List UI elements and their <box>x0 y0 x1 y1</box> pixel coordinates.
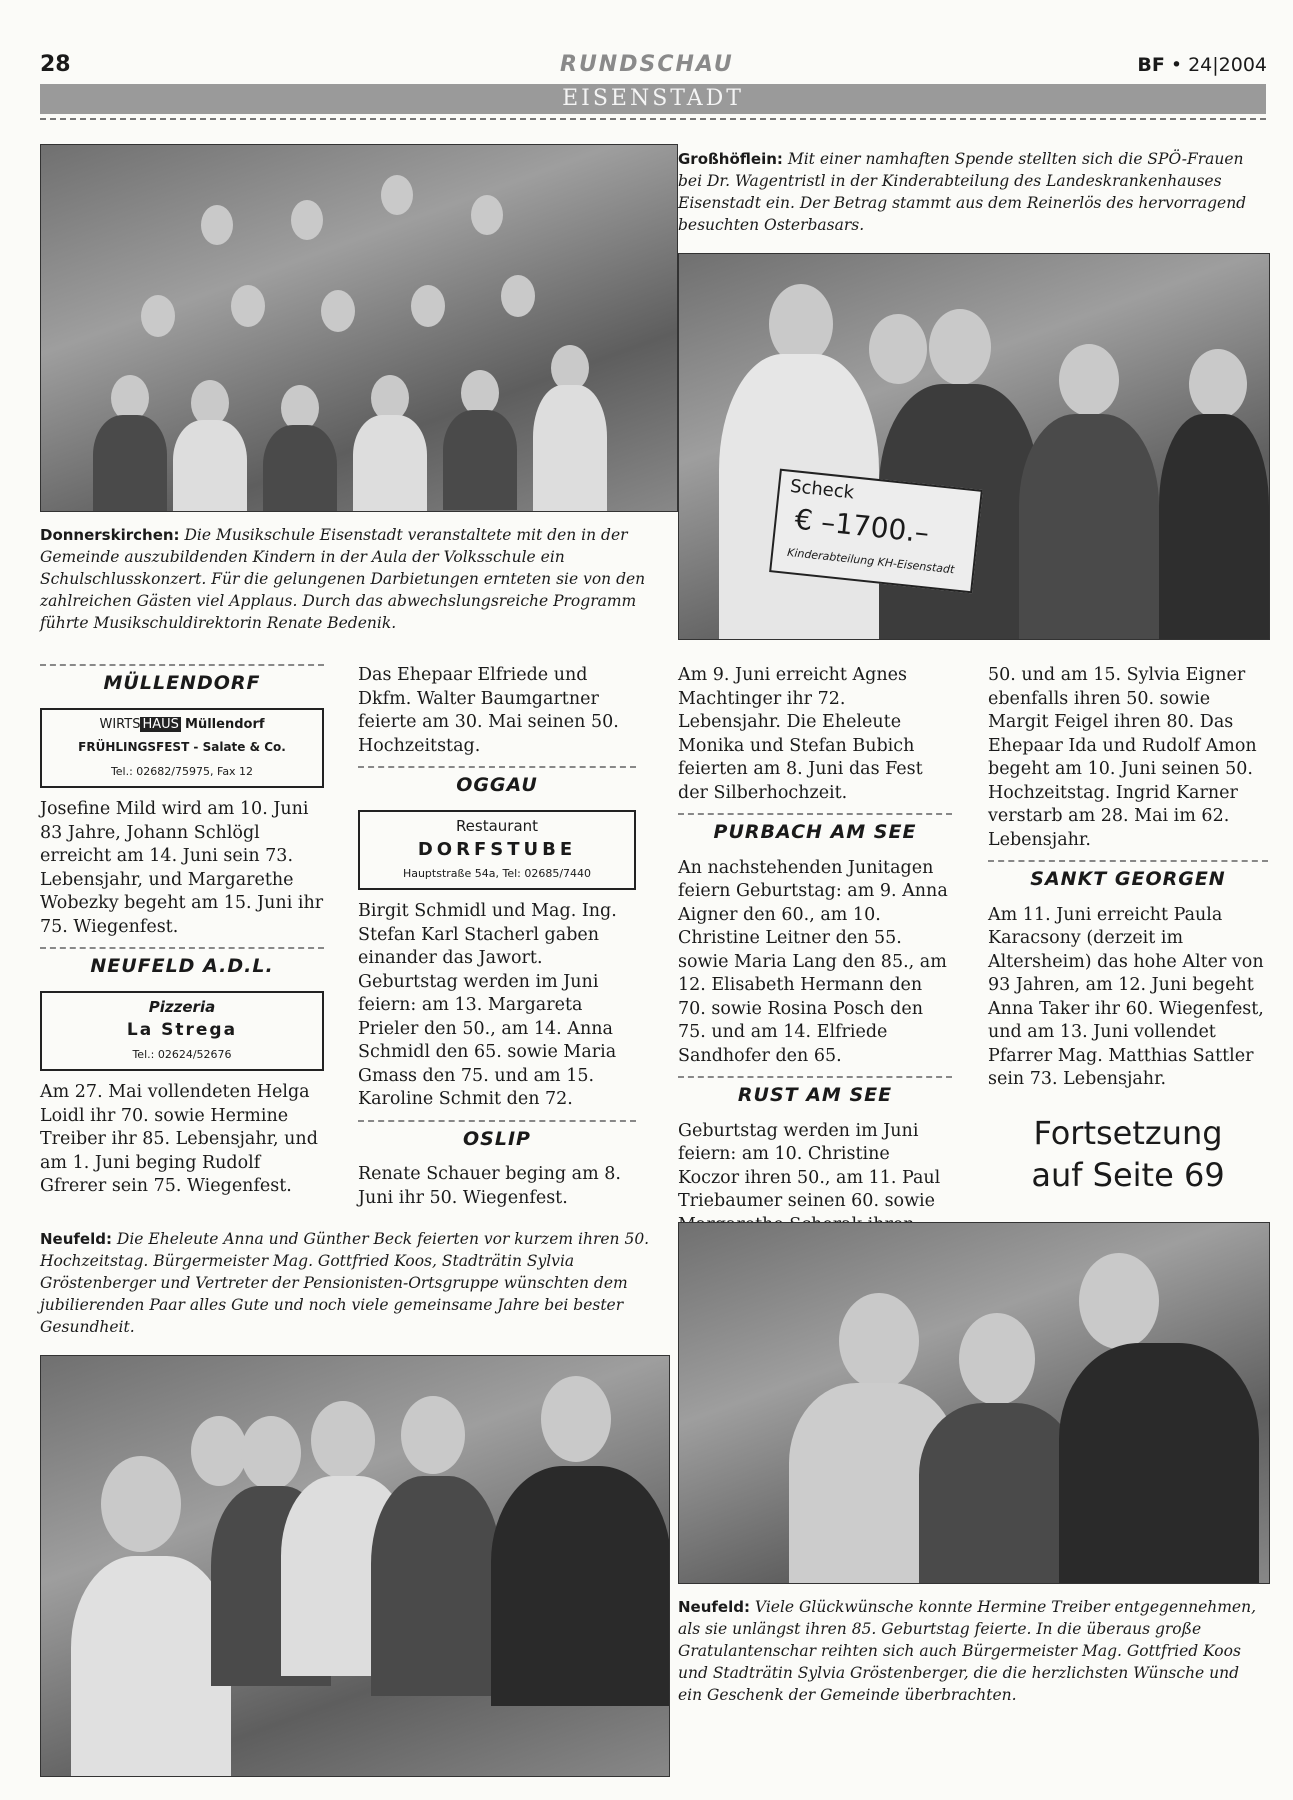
continuation-line1: Fortsetzung <box>1033 1113 1223 1152</box>
section-text: Renate Schauer beging am 8. Juni ihr 50. Wiegenfest. <box>358 1164 621 1208</box>
ad-brand-part1: WIRTS <box>99 716 141 732</box>
donation-check <box>769 469 983 594</box>
check-handover-photo <box>678 253 1270 640</box>
masthead: RUNDSCHAU <box>560 52 734 77</box>
continuation-note <box>988 1112 1268 1196</box>
section-text: Am 11. Juni erreicht Paula Karacsony (derzeit im Altersheim) das hohe Alter von 93 Jahren, am 12. Juni begeht Anna Taker ihr 60. Wiegenfest, und am 13. Juni vollendet Pfarrer Mag. Matthias Sattler sein 73. Lebensjahr. <box>988 904 1264 1089</box>
issue-prefix: BF <box>1137 54 1165 76</box>
issue-number: 24|2004 <box>1188 54 1267 76</box>
section-heading: MÜLLENDORF <box>40 664 324 700</box>
ad-line: FRÜHLINGSFEST - Salate & Co. <box>78 740 286 754</box>
region-bar <box>40 84 1266 114</box>
section-heading: NEUFELD A.D.L. <box>40 947 324 983</box>
ad-brand-part2: HAUS <box>142 716 179 732</box>
caption-place: Neufeld: <box>40 1230 112 1248</box>
ad-contact: Tel.: 02682/75975, Fax 12 <box>110 764 254 778</box>
section-text: Das Ehepaar Elfriede und Dkfm. Walter Baumgartner feierte am 30. Mai seinen 50. Hochzeitstag. <box>358 665 619 756</box>
section-text: Birgit Schmidl und Mag. Ing. Stefan Karl Stacherl gaben einander das Jawort. Geburtstag werden im Juni feiern: am 13. Margareta Prieler den 50., am 14. Anna Schmidl den 65. sowie Maria Gmass den 75. und am 15. Karoline Schmit den 72. <box>358 901 617 1109</box>
caption-place: Großhöflein: <box>678 150 783 168</box>
ad-brand-place: Müllendorf <box>185 716 265 732</box>
region-title: EISENSTADT <box>562 86 744 111</box>
header-divider <box>40 118 1266 120</box>
beck-anniversary-photo <box>40 1355 670 1777</box>
ad-brand: DORFSTUBE <box>417 839 577 860</box>
check-amount: € –1700.– <box>793 502 931 550</box>
caption-text: Die Eheleute Anna und Günther Beck feierten vor kurzem ihren 50. Hochzeitstag. Bürgermeister Mag. Gottfried Koos, Stadträtin Sylvia Gröstenberger und Vertreter der Pensionisten-Ortsgruppe wünschten dem jubilierenden Paar alles Gute und noch viele gemeinsame Jahre bei bester Gesundheit. <box>40 1230 650 1336</box>
page-number: 28 <box>40 52 71 77</box>
caption-grosshoeflein <box>678 148 1268 236</box>
caption-text: Die Musikschule Eisenstadt veranstaltete mit den in der Gemeinde auszubildenden Kindern in der Aula der Volksschule ein Schulschlusskonzert. Für die gelungenen Darbietungen ernteten sie von den zahlreichen Gästen viel Applaus. Durch das abwechslungsreiche Programm führte Musikschuldirektorin Renate Bedenik. <box>40 526 646 632</box>
caption-text: Viele Glückwünsche konnte Hermine Treiber entgegennehmen, als sie unlängst ihren 85. Geburtstag feierte. In die überaus große Gratulantenschar reihten sich auch Bürgermeister Mag. Gottfried Koos und Stadträtin Sylvia Gröstenberger, die die herzlichsten Wünsche und ein Geschenk der Gemeinde überbrachten. <box>678 1598 1257 1704</box>
section-heading: RUST AM SEE <box>678 1076 952 1112</box>
caption-text: Mit einer namhaften Spende stellten sich die SPÖ-Frauen bei Dr. Wagentristl in der Kinderabteilung des Landeskrankenhauses Eisenstadt ein. Der Betrag stammt aus dem Reinerlös des hervorragend besuchten Osterbasars. <box>678 150 1247 234</box>
issue-info: BF • 24|2004 <box>1137 54 1267 76</box>
ad-brand: La Strega <box>126 1020 238 1040</box>
check-label: Scheck <box>789 475 856 504</box>
section-text: Am 27. Mai vollendeten Helga Loidl ihr 70. sowie Hermine Treiber ihr 85. Lebensjahr, und am 1. Juni beging Rudolf Gfrerer sein 75. Wiegenfest. <box>40 1082 318 1196</box>
section-text: Josefine Mild wird am 10. Juni 83 Jahre, Johann Schlögl erreicht am 14. Juni sein 73. Lebensjahr, und Margarethe Wobezky begeht am 15. Juni ihr 75. Wiegenfest. <box>40 799 324 937</box>
section-text: Am 9. Juni erreicht Agnes Machtinger ihr 72. Lebensjahr. Die Eheleute Monika und Stefan Bubich feierten am 8. Juni das Fest der Silberhochzeit. <box>678 665 923 803</box>
section-heading: OSLIP <box>358 1120 636 1156</box>
caption-place: Neufeld: <box>678 1598 750 1616</box>
continuation-line2: auf Seite 69 <box>1031 1155 1225 1194</box>
section-text: An nachstehenden Junitagen feiern Geburtstag: am 9. Anna Aigner den 60., am 10. Christine Leitner den 55. sowie Maria Lang den 85., am 12. Elisabeth Hermann den 70. sowie Rosina Posch den 75. und am 14. Elfriede Sandhofer den 65. <box>678 857 948 1066</box>
section-text: Geburtstag werden im Juni feiern: am 10. Christine Koczor ihren 50., am 11. Paul Triebaumer seinen 60. sowie <box>678 1120 941 1211</box>
section-heading: OGGAU <box>358 766 636 802</box>
ad-pizzeria <box>40 991 324 1072</box>
caption-donnerskirchen <box>40 524 670 634</box>
treiber-birthday-photo <box>678 1222 1270 1584</box>
ad-contact: Tel.: 02624/52676 <box>132 1047 232 1061</box>
check-recipient: Kinderabteilung KH-Eisenstadt <box>786 545 955 577</box>
section-text: 50. und am 15. Sylvia Eigner ebenfalls ihren 50. sowie Margit Feigel ihren 80. Das Ehepaar Ida und Rudolf Amon begeht am 10. Juni seinen 50. Hochzeitstag. Ingrid Karner verstarb am 28. Mai im 62. Lebensjahr. <box>988 665 1257 850</box>
ad-contact: Hauptstraße 54a, Tel: 02685/7440 <box>402 866 592 880</box>
ad-brand <box>99 713 180 737</box>
ad-restaurant <box>358 810 636 891</box>
caption-neufeld-treiber <box>678 1596 1268 1706</box>
section-heading: SANKT GEORGEN <box>988 860 1268 896</box>
column-3 <box>678 664 952 1284</box>
column-1 <box>40 664 324 1199</box>
ad-line: Pizzeria <box>148 997 216 1016</box>
column-2 <box>358 664 636 1210</box>
section-heading: PURBACH AM SEE <box>678 813 952 849</box>
choir-photo <box>40 144 678 512</box>
ad-line: Restaurant <box>455 816 539 835</box>
column-4 <box>988 664 1268 1196</box>
ad-wirtshaus <box>40 708 324 789</box>
caption-place: Donnerskirchen: <box>40 526 180 544</box>
caption-neufeld-beck <box>40 1228 670 1338</box>
